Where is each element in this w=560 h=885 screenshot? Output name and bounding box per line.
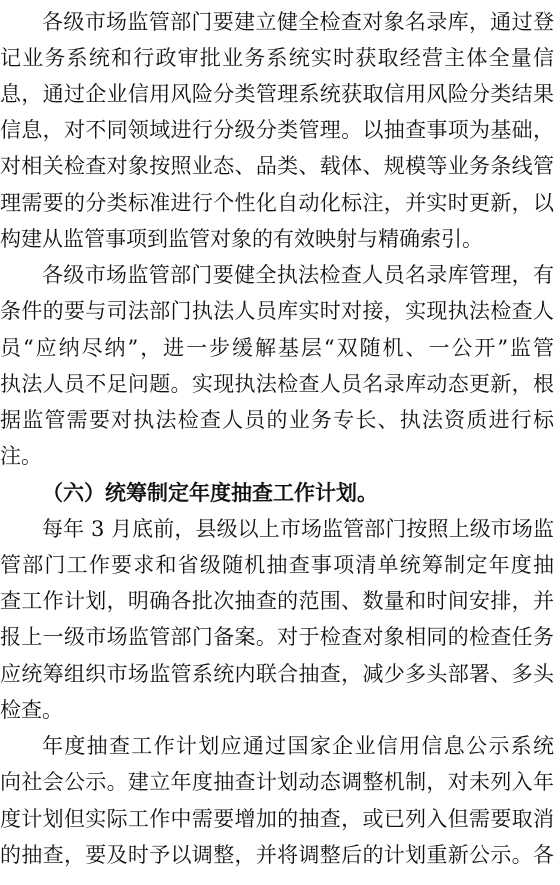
text-line: 息，通过企业信用风险分类管理系统获取信用风险分类结果: [0, 82, 554, 106]
text-line: 年度抽查工作计划应通过国家企业信用信息公示系统: [42, 734, 554, 758]
text-line: 条件的要与司法部门执法人员库实时对接，实现执法检查人: [0, 299, 554, 323]
text-line: 构建从监管事项到监管对象的有效映射与精确索引。: [0, 227, 483, 251]
text-line: 记业务系统和行政审批业务系统实时获取经营主体全量信: [0, 46, 554, 70]
text-line: 对相关检查对象按照业态、品类、载体、规模等业务条线管: [0, 154, 554, 178]
text-line: 度计划但实际工作中需要增加的抽查，或已列入但需要取消: [0, 807, 554, 831]
text-line: 执法人员不足问题。实现执法检查人员名录库动态更新，根: [0, 372, 554, 396]
text-line: 员“应纳尽纳”，进一步缓解基层“双随机、一公开”监管: [0, 336, 554, 360]
text-line: 信息，对不同领域进行分级分类管理。以抽查事项为基础，: [0, 118, 554, 142]
text-line: 每年 3 月底前，县级以上市场监管部门按照上级市场监: [42, 517, 554, 541]
text-line: 检查。: [0, 698, 63, 722]
text-line: 各级市场监管部门要建立健全检查对象名录库，通过登: [42, 10, 554, 34]
text-line: 应统筹组织市场监管系统内联合抽查，减少多头部署、多头: [0, 662, 554, 686]
text-line: 的抽查，要及时予以调整，并将调整后的计划重新公示。各: [0, 843, 554, 867]
section-heading: （六）统筹制定年度抽查工作计划。: [42, 481, 378, 505]
text-line: 查工作计划，明确各批次抽查的范围、数量和时间安排，并: [0, 589, 554, 613]
text-line: 注。: [0, 444, 42, 468]
text-line: 管部门工作要求和省级随机抽查事项清单统筹制定年度抽: [0, 553, 554, 577]
text-line: 理需要的分类标准进行个性化自动化标注，并实时更新，以: [0, 191, 554, 215]
text-line: 各级市场监管部门要健全执法检查人员名录库管理，有: [42, 263, 554, 287]
text-line: 据监管需要对执法检查人员的业务专长、执法资质进行标: [0, 408, 554, 432]
text-line: 报上一级市场监管部门备案。对于检查对象相同的检查任务: [0, 625, 554, 649]
text-line: 向社会公示。建立年度抽查计划动态调整机制，对未列入年: [0, 770, 554, 794]
